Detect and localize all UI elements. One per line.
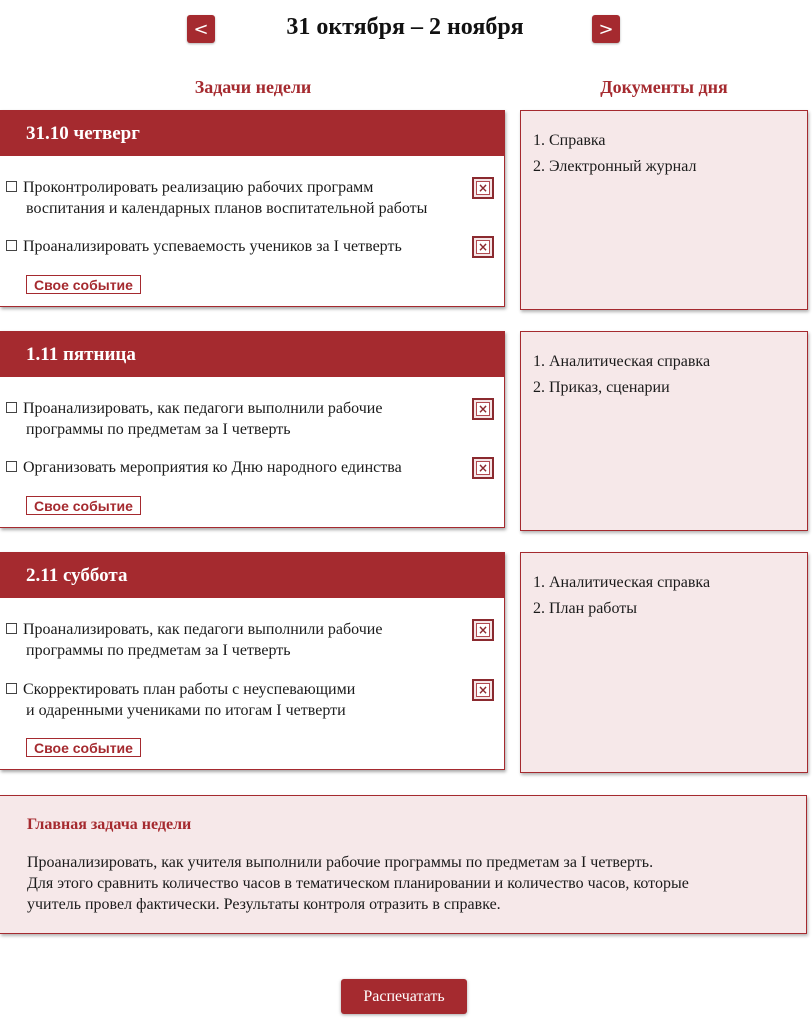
close-box-icon: × [477, 683, 489, 697]
task-checkbox[interactable] [6, 240, 17, 251]
delete-task-button[interactable] [472, 619, 494, 641]
docs-list [521, 111, 807, 180]
task-item [6, 177, 496, 219]
task-text: Организовать мероприятия ко Дню народного единства [23, 459, 402, 476]
prev-week-button[interactable]: < [187, 15, 215, 43]
main-task-panel [0, 795, 807, 934]
doc-item[interactable]: 2. Приказ, сценарии [549, 375, 807, 401]
next-week-button[interactable]: > [592, 15, 620, 43]
task-checkbox[interactable] [6, 461, 17, 472]
day-card [0, 110, 505, 307]
doc-item[interactable]: 1. Аналитическая справка [549, 349, 807, 375]
task-text-continued: и одаренными учениками по итогам I четверти [26, 702, 346, 719]
print-button[interactable]: Распечатать [341, 979, 467, 1014]
docs-list [521, 553, 807, 622]
day-card [0, 331, 505, 528]
task-text: Проанализировать, как педагоги выполнили рабочие [23, 621, 383, 638]
main-task-title: Главная задача недели [27, 816, 192, 833]
week-title: 31 октября – 2 ноября [286, 14, 524, 40]
day-title: 1.11 пятница [0, 332, 504, 377]
task-text: Проанализировать, как педагоги выполнили рабочие [23, 400, 383, 417]
delete-task-button[interactable] [472, 398, 494, 420]
day-title: 2.11 суббота [0, 553, 504, 598]
doc-item[interactable]: 1. Справка [549, 128, 807, 154]
own-event-button[interactable]: Свое событие [26, 275, 141, 294]
close-box-icon: × [477, 181, 489, 195]
day-card [0, 552, 505, 770]
task-text: Скорректировать план работы с неуспевающими [23, 681, 356, 698]
own-event-button[interactable]: Свое событие [26, 738, 141, 757]
main-task-line: Проанализировать, как учителя выполнили рабочие программы по предметам за I четверть. [27, 854, 654, 871]
docs-card [520, 552, 808, 773]
task-text: Проконтролировать реализацию рабочих программ [23, 179, 374, 196]
day-title: 31.10 четверг [0, 111, 504, 156]
doc-item[interactable]: 2. План работы [549, 596, 807, 622]
close-box-icon: × [477, 623, 489, 637]
delete-task-button[interactable] [472, 679, 494, 701]
task-checkbox[interactable] [6, 402, 17, 413]
main-task-line: учитель провел фактически. Результаты контроля отразить в справке. [27, 896, 501, 913]
task-text-continued: программы по предметам за I четверть [26, 642, 291, 659]
close-box-icon: × [477, 402, 489, 416]
task-text: Проанализировать успеваемость учеников за I четверть [23, 238, 402, 255]
task-item [6, 457, 496, 478]
task-text-continued: воспитания и календарных планов воспитательной работы [26, 200, 428, 217]
tasks-column-title: Задачи недели [194, 77, 312, 97]
delete-task-button[interactable] [472, 177, 494, 199]
close-box-icon: × [477, 240, 489, 254]
own-event-button[interactable]: Свое событие [26, 496, 141, 515]
task-checkbox[interactable] [6, 683, 17, 694]
task-checkbox[interactable] [6, 623, 17, 634]
task-item [6, 398, 496, 440]
docs-card [520, 110, 808, 310]
close-box-icon: × [477, 461, 489, 475]
delete-task-button[interactable] [472, 236, 494, 258]
docs-card [520, 331, 808, 531]
main-task-line: Для этого сравнить количество часов в тематическом планировании и количество часов, которые [27, 875, 689, 892]
task-item [6, 619, 496, 661]
docs-column-title: Документы дня [600, 77, 728, 97]
task-item [6, 236, 496, 257]
task-checkbox[interactable] [6, 181, 17, 192]
task-item [6, 679, 496, 721]
main-task-text [27, 852, 767, 915]
docs-list [521, 332, 807, 401]
doc-item[interactable]: 2. Электронный журнал [549, 154, 807, 180]
doc-item[interactable]: 1. Аналитическая справка [549, 570, 807, 596]
delete-task-button[interactable] [472, 457, 494, 479]
task-text-continued: программы по предметам за I четверть [26, 421, 291, 438]
